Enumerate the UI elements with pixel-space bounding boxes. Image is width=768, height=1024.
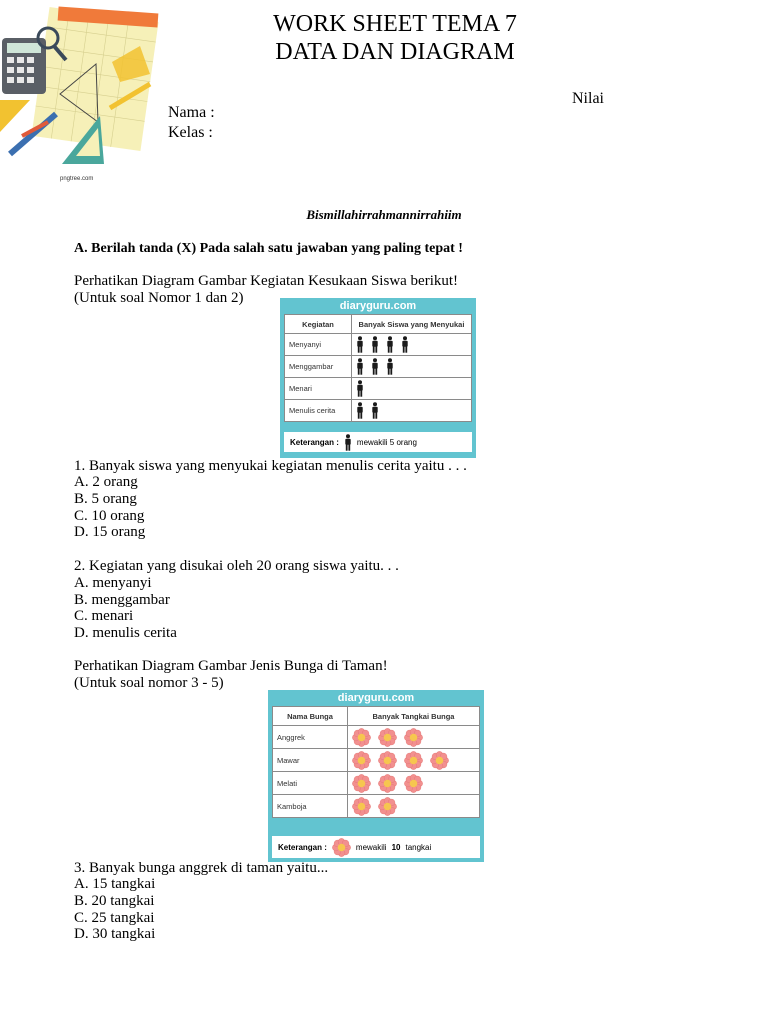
diagram1-scope: (Untuk soal Nomor 1 dan 2)	[74, 290, 244, 306]
legend-label: Keterangan :	[278, 842, 327, 852]
q1-option-b[interactable]: B. 5 orang	[74, 491, 137, 507]
q2-option-b[interactable]: B. menggambar	[74, 592, 170, 608]
flower-label: Mawar	[273, 749, 348, 772]
person-icon	[371, 358, 379, 375]
flower-label: Melati	[273, 772, 348, 795]
question-1: 1. Banyak siswa yang menyukai kegiatan menulis cerita yaitu . . .	[74, 458, 467, 474]
person-icons	[356, 402, 467, 419]
person-icon	[386, 336, 394, 353]
section-a-instruction: A. Berilah tanda (X) Pada salah satu jawaban yang paling tepat !	[74, 241, 463, 256]
person-icon	[371, 402, 379, 419]
question-3: 3. Banyak bunga anggrek di taman yaitu...	[74, 860, 329, 876]
q3-option-b[interactable]: B. 20 tangkai	[74, 893, 155, 909]
flower-icon	[352, 728, 371, 747]
person-icon	[356, 380, 364, 397]
table-row	[273, 795, 480, 818]
legend-text-pre: mewakili	[355, 842, 387, 852]
diagram1-intro: Perhatikan Diagram Gambar Kegiatan Kesukaan Siswa berikut!	[74, 273, 459, 289]
flower-label: Anggrek	[273, 726, 348, 749]
flower-icon	[404, 751, 423, 770]
person-icons	[356, 358, 467, 375]
flower-icon	[378, 797, 397, 816]
flower-icons	[352, 751, 475, 770]
legend-label: Keterangan :	[290, 437, 339, 447]
diagram2-intro: Perhatikan Diagram Gambar Jenis Bunga di Taman!	[74, 658, 388, 674]
person-icon	[344, 434, 352, 451]
q2-option-c[interactable]: C. menari	[74, 608, 134, 624]
flower-col-header: Nama Bunga	[273, 707, 348, 726]
legend-text-post: tangkai	[405, 842, 432, 852]
activity-table	[284, 314, 472, 422]
diagram2-scope: (Untuk soal nomor 3 - 5)	[74, 675, 224, 691]
person-icons	[356, 380, 467, 397]
flower-icon	[378, 751, 397, 770]
flower-icon	[352, 774, 371, 793]
q1-option-a[interactable]: A. 2 orang	[74, 474, 138, 490]
q2-option-a[interactable]: A. menyanyi	[74, 575, 152, 591]
question-2: 2. Kegiatan yang disukai oleh 20 orang siswa yaitu. . .	[74, 558, 399, 574]
person-icon	[371, 336, 379, 353]
person-icon	[386, 358, 394, 375]
person-icon	[356, 336, 364, 353]
q1-option-c[interactable]: C. 10 orang	[74, 508, 145, 524]
activity-label: Menyanyi	[285, 334, 352, 356]
activity-col-header: Kegiatan	[285, 315, 352, 334]
table-row	[273, 726, 480, 749]
q3-option-d[interactable]: D. 30 tangkai	[74, 926, 156, 942]
activity-label: Menggambar	[285, 356, 352, 378]
count-col-header: Banyak Siswa yang Menyukai	[352, 315, 472, 334]
legend-value: 10	[391, 842, 401, 852]
kelas-label: Kelas :	[168, 124, 213, 141]
clipart-credit: pngtree.com	[60, 176, 94, 182]
table-row	[285, 334, 472, 356]
flower-icon	[352, 751, 371, 770]
stalk-col-header: Banyak Tangkai Bunga	[348, 707, 480, 726]
flower-icon	[378, 774, 397, 793]
table-row	[273, 749, 480, 772]
table-row	[273, 772, 480, 795]
flower-pictograph	[268, 690, 484, 862]
flower-icons	[352, 728, 475, 747]
diagram1-brand: diaryguru.com	[339, 300, 417, 312]
flower-icon	[404, 728, 423, 747]
q3-option-c[interactable]: C. 25 tangkai	[74, 910, 155, 926]
legend-flower-icon	[332, 838, 351, 857]
nilai-label: Nilai	[572, 90, 604, 107]
person-icon	[356, 402, 364, 419]
legend-person-icon	[344, 434, 352, 451]
person-icons	[356, 336, 467, 353]
flower-icon	[378, 728, 397, 747]
nama-label: Nama :	[168, 104, 215, 121]
worksheet-subtitle: DATA DAN DIAGRAM	[275, 39, 515, 65]
table-row	[285, 400, 472, 422]
diagram2-brand: diaryguru.com	[337, 692, 415, 704]
flower-icon	[352, 797, 371, 816]
q3-option-a[interactable]: A. 15 tangkai	[74, 876, 156, 892]
activity-pictograph	[280, 298, 476, 458]
flower-icon	[332, 838, 351, 857]
flower-icon	[404, 774, 423, 793]
q2-option-d[interactable]: D. menulis cerita	[74, 625, 177, 641]
flower-icons	[352, 797, 475, 816]
person-icon	[401, 336, 409, 353]
diagram1-legend	[284, 432, 472, 452]
person-icon	[356, 358, 364, 375]
table-row	[285, 356, 472, 378]
flower-label: Kamboja	[273, 795, 348, 818]
worksheet-title: WORK SHEET TEMA 7	[273, 11, 517, 37]
flower-icons	[352, 774, 475, 793]
legend-text: mewakili 5 orang	[356, 437, 417, 447]
flower-icon	[430, 751, 449, 770]
activity-label: Menari	[285, 378, 352, 400]
bismillah-text: Bismillahirrahmannirrahiim	[306, 207, 462, 222]
diagram2-legend	[272, 836, 480, 858]
table-row	[285, 378, 472, 400]
flower-table	[272, 706, 480, 818]
q1-option-d[interactable]: D. 15 orang	[74, 524, 146, 540]
activity-label: Menulis cerita	[285, 400, 352, 422]
